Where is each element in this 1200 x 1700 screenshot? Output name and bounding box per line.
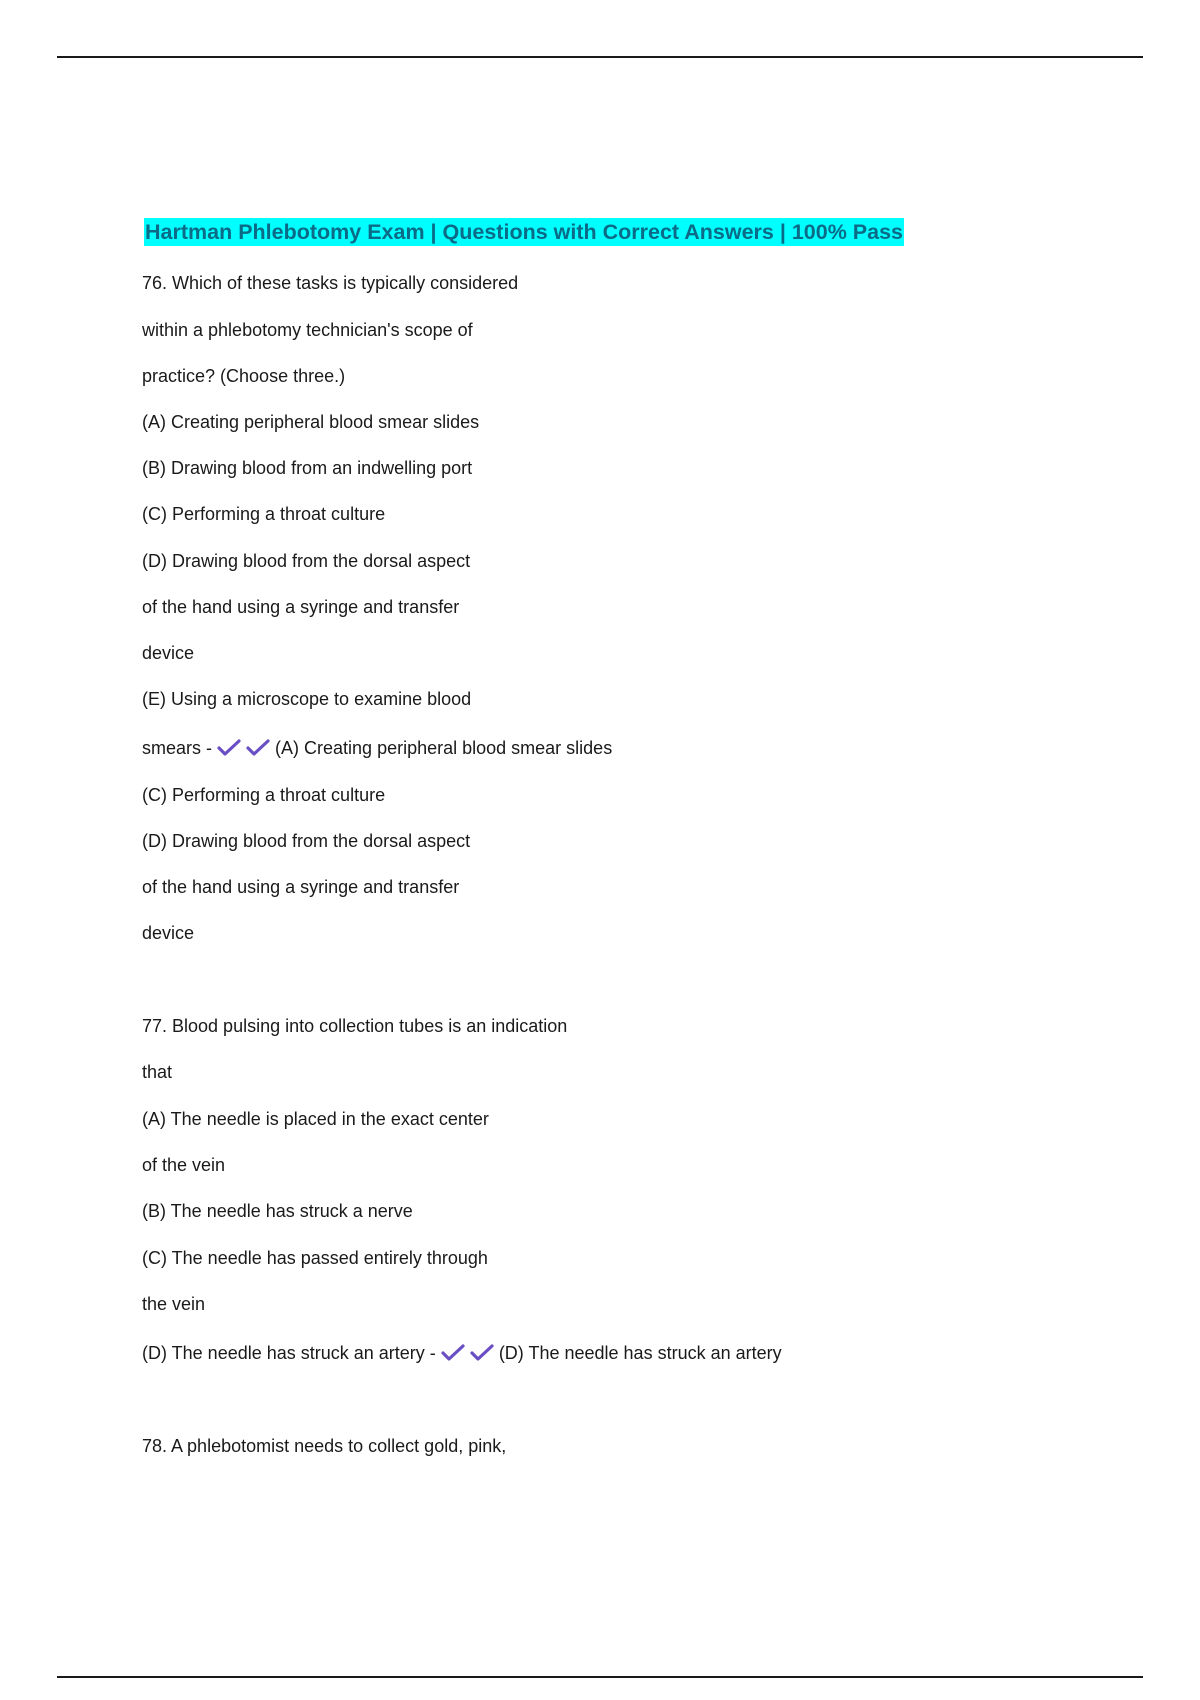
q76-stem-line-2: within a phlebotomy technician's scope of <box>142 320 473 340</box>
q76-option-d-line-1: (D) Drawing blood from the dorsal aspect <box>142 551 471 571</box>
q76-option-b: (B) Drawing blood from an indwelling port <box>142 458 473 478</box>
q77-option-d: (D) The needle has struck an artery - <box>142 1343 436 1363</box>
q76-answer-c: (C) Performing a throat culture <box>142 785 386 805</box>
check-icon <box>441 1342 465 1362</box>
q77-option-a-line-1: (A) The needle is placed in the exact center <box>142 1109 489 1129</box>
q77-option-c-line-2: the vein <box>142 1294 206 1314</box>
q76-stem-line-3: practice? (Choose three.) <box>142 366 346 386</box>
q76-answer-d-line-2: of the hand using a syringe and transfer <box>142 877 460 897</box>
footer-rule <box>57 1676 1143 1678</box>
q76-stem-line-1: 76. Which of these tasks is typically considered <box>142 273 519 293</box>
q78-stem-line-1: 78. A phlebotomist needs to collect gold, pink, <box>142 1436 507 1456</box>
q76-answer-line <box>142 735 612 761</box>
q76-option-d-line-2: of the hand using a syringe and transfer <box>142 597 460 617</box>
q77-option-b: (B) The needle has struck a nerve <box>142 1201 413 1221</box>
check-icon <box>217 737 241 757</box>
check-icon <box>246 737 270 757</box>
q77-stem-line-2: that <box>142 1062 173 1082</box>
q77-stem-line-1: 77. Blood pulsing into collection tubes is an indication <box>142 1016 568 1036</box>
q76-option-e-line-1: (E) Using a microscope to examine blood <box>142 689 472 709</box>
document-title <box>142 216 906 248</box>
q76-option-c: (C) Performing a throat culture <box>142 504 386 524</box>
q76-option-d-line-3: device <box>142 643 195 663</box>
q77-answer-line <box>142 1340 782 1366</box>
q77-answer-d: (D) The needle has struck an artery <box>498 1343 782 1363</box>
q77-option-c-line-1: (C) The needle has passed entirely through <box>142 1248 488 1268</box>
header-rule <box>57 56 1143 58</box>
q76-option-a: (A) Creating peripheral blood smear slides <box>142 412 480 432</box>
q76-answer-d-line-3: device <box>142 923 195 943</box>
q76-answer-a: (A) Creating peripheral blood smear slides <box>275 738 613 758</box>
title-highlight: Hartman Phlebotomy Exam | Questions with Correct Answers | 100% Pass <box>145 220 904 244</box>
q76-answer-d-line-1: (D) Drawing blood from the dorsal aspect <box>142 831 471 851</box>
q77-option-a-line-2: of the vein <box>142 1155 226 1175</box>
check-icon <box>470 1342 494 1362</box>
q76-option-e-line-2: smears - <box>142 738 213 758</box>
